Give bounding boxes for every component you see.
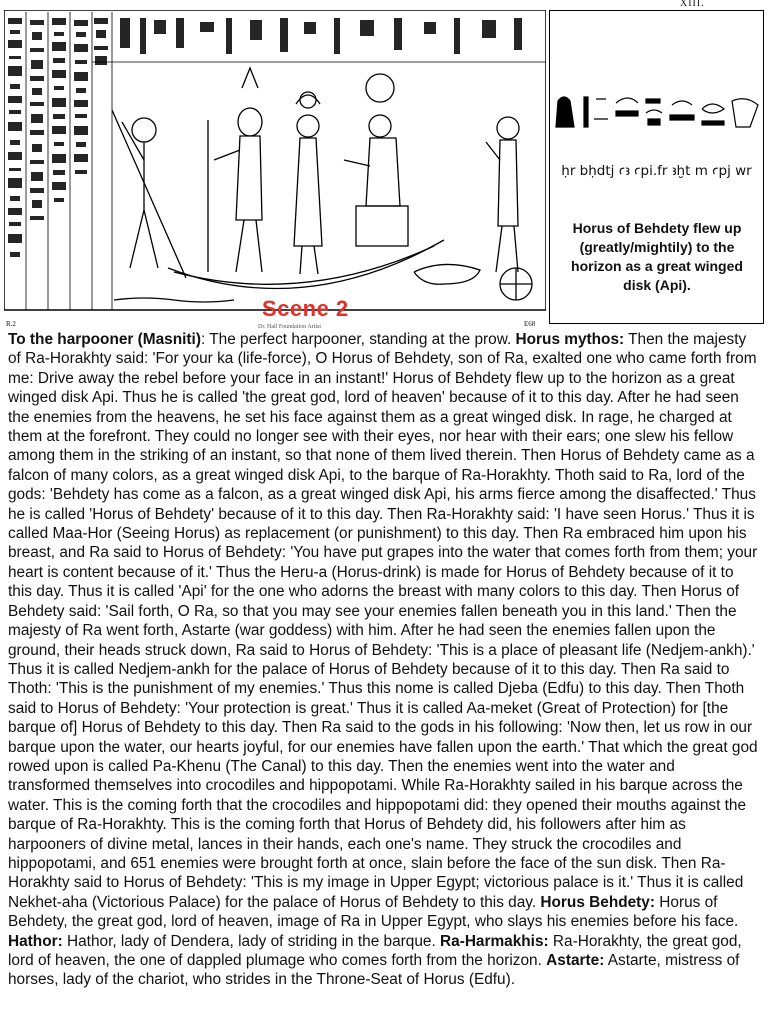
body-text-run: Hathor, lady of Dendera, lady of striding in the barque. bbox=[62, 932, 441, 950]
body-text-run: Then the majesty of Ra-Horakhty said: 'For your ka (life-force), O Horus of Behdety, son of Ra, exalted one who came forth from me: Drive away the rebel before your face in an instant!' Horus of Behdety flew up to the horizon as a great winged disk Api. Thus he is called 'the great god, lord of heaven' because of it to this day. After he had seen the enemies from the heavens, he set his face against them as a great winged disk. In rage, he charged at them at the forefront. They could no longer see with their eyes, nor hear with their ears; one slew his fellow among them in the striking of an instant, so that none of them lived therein. Then Horus of Behdety came as a falcon of many colors, as a great winged disk Api, to the barque of Ra-Horakhty. Thoth said to Ra, lord of the gods: 'Behdety has come as a falcon, as a great winged disk Api, his arms fierce among the disaffected.' Thus he is called 'Horus of Behdety' because of it to this day. Then Ra-Horakhty said: 'I have seen Horus.' Thus it is called Maa-Hor (Seeing Horus) as replacement (or punishment) to this day. Then Ra embraced him upon his breast, and Ra said to Horus of Behdety: 'You have put grapes into the water that comes forth from them; your heart is content because of it.' Thus the Heru-a (Horus-drink) is made for Horus of Behdety because of it to this day. Thus it is called 'Api' for the one who adorns the breast with many colors to this day. Then Horus of Behdety said: 'Sail forth, O Ra, so that you may see your enemies fallen beneath you in this land.' Then the majesty of Ra went forth, Astarte (war goddess) with him. After he had seen the enemies fallen upon the ground, their heads struck down, Ra said to Horus of Behdety: 'This is a place of pleasant life (Nedjem-ankh).' Thus it is called Nedjem-ankh for the palace of Horus of Behdety because of it to this day. Then Ra said to Thoth: 'This is the punishment of my enemies.' Thus this nome is called Djeba (Edfu) to this day. Then Thoth said to Horus of Behdety: 'Your protection is great.' Thus it is called Aa-meket (Great of Protection) for [the barque of] Horus of Behdety to this day. Then Ra said to the gods in his following: 'Now then, let us row in our barque upon the water, our hearts joyful, for our enemies have fallen upon the earth.' That which the great god rowed upon is called Pa-Khenu (The Canal) to this day. Then the enemies went into the water and transformed themselves into crocodiles and hippopotami. While Ra-Horakhty sailed in his barque across the water. This is the coming forth that the crocodiles and hippopotami did: they opened their mouths against the barque of Ra-Horakhty. This is the coming forth that Horus of Behdety did, his followers after him as harpooners of divine metal, lances in their hands, each one's name. They struck the crocodiles and hippopotami, and 651 enemies were brought forth at once, slain before the face of the sun disk. Then Ra-Horakhty said to Horus of Behdety: 'This is my image in Upper Egypt; victorious palace is it.' Thus it is called Nekhet-aha (Victorious Palace) for the palace of Horus of Behdety to this day. bbox=[8, 331, 758, 911]
plate-number-label: XIII. bbox=[680, 0, 705, 9]
plate-footer-right: E68 bbox=[524, 320, 536, 328]
temple-relief-drawing bbox=[4, 10, 546, 328]
hieroglyph-inscription bbox=[550, 89, 763, 137]
body-heading-run: To the harpooner (Masniti) bbox=[8, 331, 201, 348]
body-text-run: : The perfect harpooner, standing at the prow. bbox=[200, 331, 516, 348]
body-text-run: Horus of Behdety, the great god, lord of heaven, image of Ra in Upper Egypt, who slays his enemies before his face. bbox=[8, 893, 739, 931]
body-heading-run: Astarte: bbox=[546, 952, 605, 969]
body-text-run: Ra-Horakhty, the great god, lord of heaven, the one of dappled plumage who comes forth from the horizon. bbox=[8, 932, 742, 969]
body-heading-run: Ra-Harmakhis: bbox=[440, 932, 549, 950]
hieroglyph-translation-panel bbox=[549, 10, 764, 324]
body-text-run: Astarte, mistress of horses, lady of the chariot, who strides in the Throne-Seat of Horus (Edfu). bbox=[8, 952, 740, 989]
plate-footer-left: R.2 bbox=[6, 320, 16, 328]
plate-footer-credit: Dr. Hall Foundation Artist bbox=[258, 324, 321, 330]
scene-label: Scene 2 bbox=[262, 296, 349, 321]
body-heading-run: Horus Behdety: bbox=[540, 893, 655, 911]
body-heading-run: Hathor: bbox=[8, 932, 63, 950]
body-heading-run: Horus mythos: bbox=[515, 331, 625, 348]
translation-caption: Horus of Behdety flew up (greatly/mightily) to the horizon as a great winged disk (Api). bbox=[571, 220, 743, 293]
body-text bbox=[8, 330, 760, 990]
transliteration-text: ḥr bḥdtj ꜥꜣ ꜥpi.fr ꜣḫt m ꜥpj wr bbox=[561, 163, 752, 179]
